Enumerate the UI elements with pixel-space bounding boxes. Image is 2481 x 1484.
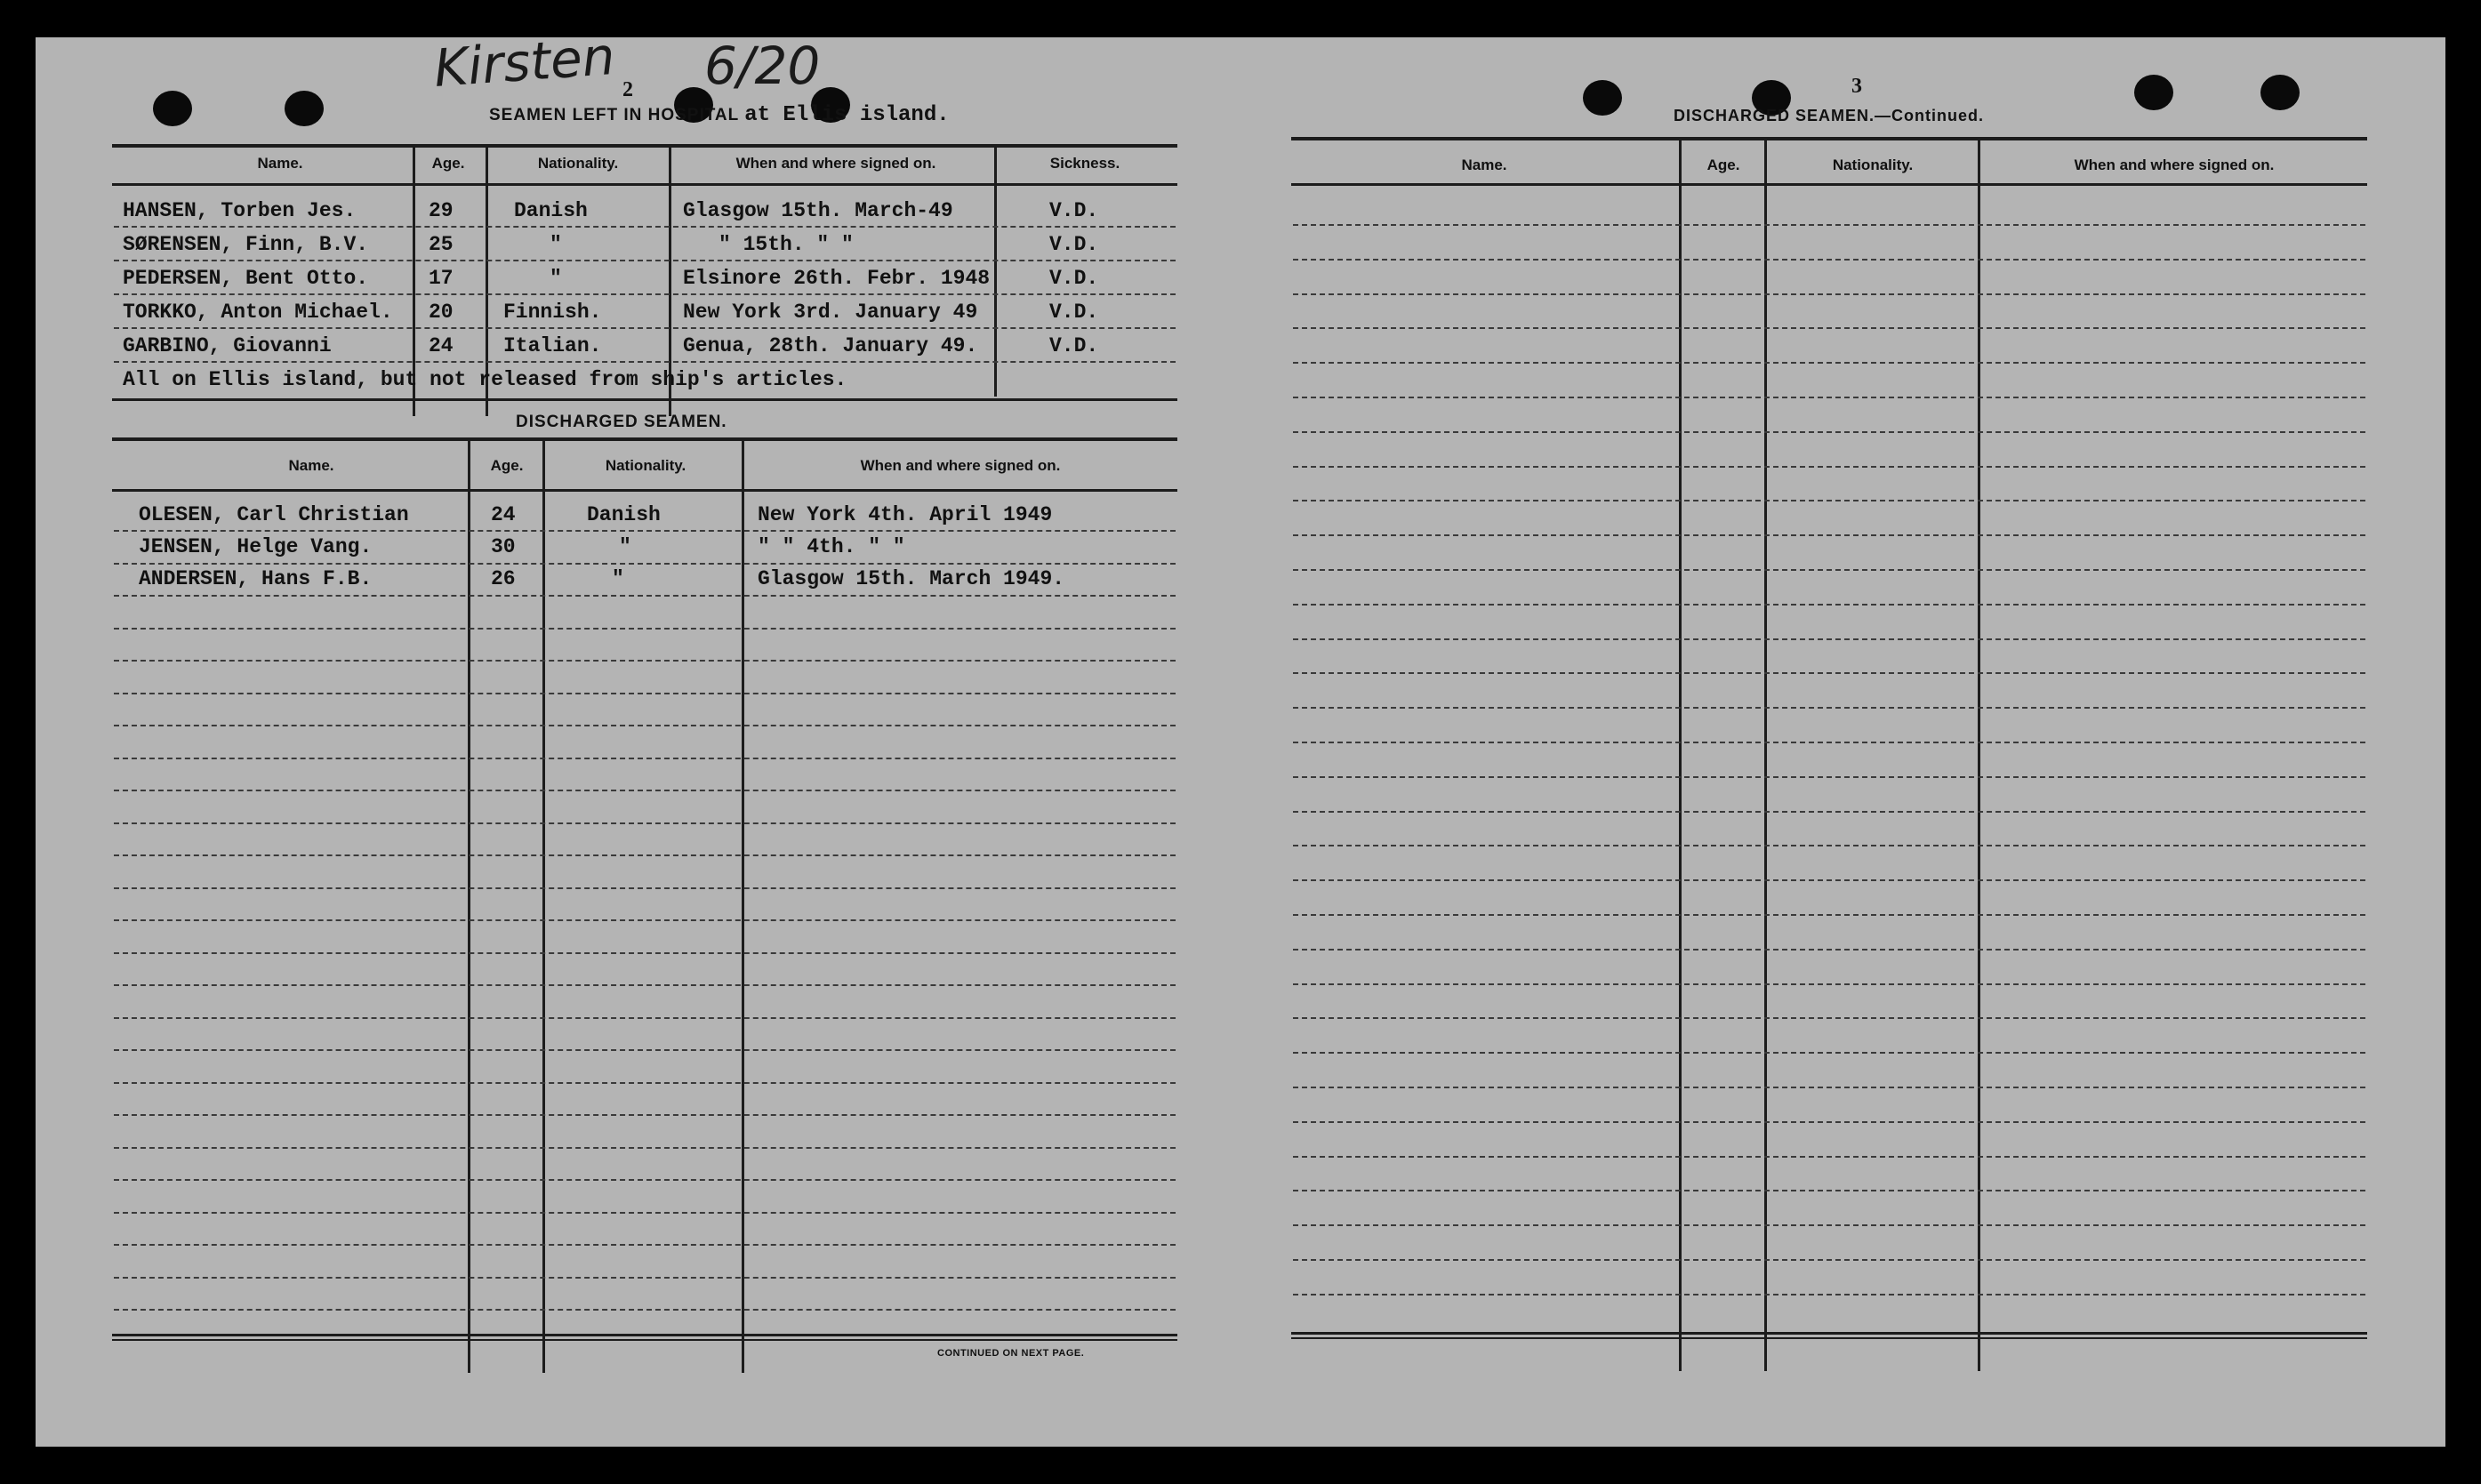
- seaman-nationality: Finnish.: [503, 301, 602, 324]
- ruled-line: [1293, 1156, 2365, 1158]
- seaman-signed-on: New York 3rd. January 49: [683, 301, 978, 324]
- column-header-signed: When and where signed on.: [735, 155, 936, 172]
- ruled-line: [114, 660, 1176, 662]
- ruled-line: [114, 758, 1176, 759]
- ruled-line: [114, 361, 1176, 363]
- ruled-line: [114, 854, 1176, 856]
- ruled-line: [114, 1114, 1176, 1116]
- ruled-line: [1293, 1294, 2365, 1295]
- seaman-nationality: ": [550, 233, 562, 256]
- ruled-line: [1293, 293, 2365, 295]
- ruled-line: [114, 530, 1176, 532]
- header-bottom-rule: [112, 183, 1177, 186]
- handwritten-name: Kirsten: [431, 25, 617, 100]
- column-header-name: Name.: [257, 155, 303, 172]
- ruled-line: [114, 790, 1176, 791]
- ruled-line: [1293, 1259, 2365, 1261]
- discharged-header-rule: [112, 489, 1177, 492]
- punch-hole: [1583, 80, 1622, 116]
- ruled-line: [1293, 569, 2365, 571]
- ruled-line: [1293, 742, 2365, 743]
- ruled-line: [114, 293, 1176, 295]
- column-header-name: Name.: [288, 457, 334, 474]
- ruled-line: [114, 226, 1176, 228]
- column-header-nationality: Nationality.: [605, 457, 686, 474]
- ruled-line: [114, 1212, 1176, 1214]
- ruled-line: [114, 260, 1176, 261]
- seaman-signed-on: Elsinore 26th. Febr. 1948: [683, 267, 991, 290]
- ruled-line: [1293, 845, 2365, 846]
- ruled-line: [114, 919, 1176, 921]
- handwritten-date: 6/20: [704, 36, 821, 96]
- seaman-signed-on: " 15th. " ": [719, 233, 854, 256]
- column-header-age: Age.: [490, 457, 524, 474]
- hospital-section-title: [489, 103, 950, 127]
- ruled-line: [114, 628, 1176, 630]
- discharged-top-rule: [112, 437, 1177, 441]
- ruled-line: [114, 1049, 1176, 1051]
- ruled-line: [114, 1082, 1176, 1084]
- seaman-signed-on: " " 4th. " ": [758, 535, 905, 558]
- seaman-sickness: V.D.: [1049, 334, 1099, 357]
- ruled-line: [114, 887, 1176, 889]
- ruled-line: [114, 327, 1176, 329]
- ruled-line: [1293, 534, 2365, 536]
- ruled-line: [1293, 362, 2365, 364]
- seaman-sickness: V.D.: [1049, 301, 1099, 324]
- seaman-nationality: Danish: [514, 199, 588, 222]
- ruled-line: [1293, 811, 2365, 813]
- punch-hole: [285, 91, 324, 126]
- seaman-name: SØRENSEN, Finn, B.V.: [123, 233, 369, 256]
- seaman-name: OLESEN, Carl Christian: [139, 503, 409, 526]
- ruled-line: [1293, 224, 2365, 226]
- discharged-bottom-rule-2: [112, 1339, 1177, 1341]
- ruled-line: [114, 1244, 1176, 1246]
- column-divider: [1679, 139, 1682, 1371]
- seaman-name: GARBINO, Giovanni: [123, 334, 332, 357]
- form-sheet: [36, 25, 2445, 1447]
- ruled-line: [1293, 259, 2365, 261]
- column-header-signed: When and where signed on.: [2074, 156, 2275, 173]
- column-divider: [1978, 139, 1980, 1371]
- column-header-sickness: Sickness.: [1049, 155, 1120, 172]
- seaman-name: ANDERSEN, Hans F.B.: [139, 567, 373, 590]
- ruled-line: [114, 1277, 1176, 1279]
- ruled-line: [1293, 879, 2365, 881]
- seaman-name: JENSEN, Helge Vang.: [139, 535, 373, 558]
- ruled-line: [1293, 1190, 2365, 1191]
- seaman-age: 25: [429, 233, 454, 256]
- seaman-age: 26: [491, 567, 516, 590]
- hospital-table-bottom-rule: [112, 398, 1177, 401]
- punch-hole: [2134, 75, 2173, 110]
- discharged-bottom-rule: [112, 1334, 1177, 1336]
- ruled-line: [1293, 914, 2365, 916]
- ruled-line: [1293, 707, 2365, 709]
- seaman-name: TORKKO, Anton Michael.: [123, 301, 393, 324]
- seaman-signed-on: Glasgow 15th. March-49: [683, 199, 953, 222]
- discharged-section-title: DISCHARGED SEAMEN.: [516, 413, 727, 431]
- ruled-line: [114, 1179, 1176, 1181]
- seaman-nationality: ": [550, 267, 562, 290]
- column-divider: [468, 439, 470, 1373]
- ruled-line: [114, 952, 1176, 954]
- ruled-line: [114, 563, 1176, 565]
- seaman-nationality: ": [619, 535, 631, 558]
- hospital-title-prefix: SEAMEN LEFT IN HOSPITAL: [489, 106, 739, 124]
- right-bottom-rule: [1291, 1332, 2367, 1335]
- column-header-nationality: Nationality.: [1832, 156, 1914, 173]
- ruled-line: [1293, 431, 2365, 433]
- right-section-title: DISCHARGED SEAMEN.—Continued.: [1674, 107, 1985, 124]
- ruled-line: [1293, 1087, 2365, 1088]
- column-divider: [742, 439, 744, 1373]
- ruled-line: [1293, 1224, 2365, 1226]
- hospital-note: All on Ellis island, but not released from ship's articles.: [123, 368, 847, 391]
- seaman-age: 24: [491, 503, 516, 526]
- seaman-sickness: V.D.: [1049, 199, 1099, 222]
- ruled-line: [1293, 500, 2365, 501]
- page-number-left: 2: [622, 78, 633, 101]
- right-table-top-rule: [1291, 137, 2367, 140]
- seaman-name: HANSEN, Torben Jes.: [123, 199, 357, 222]
- seaman-age: 29: [429, 199, 454, 222]
- seaman-signed-on: Genua, 28th. January 49.: [683, 334, 978, 357]
- punch-hole: [153, 91, 192, 126]
- seaman-age: 30: [491, 535, 516, 558]
- ruled-line: [114, 725, 1176, 726]
- seaman-age: 17: [429, 267, 454, 290]
- right-bottom-rule-2: [1291, 1337, 2367, 1339]
- ruled-line: [114, 984, 1176, 986]
- seaman-name: PEDERSEN, Bent Otto.: [123, 267, 369, 290]
- ruled-line: [1293, 949, 2365, 951]
- right-header-rule: [1291, 183, 2367, 186]
- seaman-sickness: V.D.: [1049, 267, 1099, 290]
- ruled-line: [114, 822, 1176, 824]
- column-header-signed: When and where signed on.: [860, 457, 1061, 474]
- ruled-line: [1293, 638, 2365, 640]
- punch-hole: [2260, 75, 2300, 110]
- ruled-line: [1293, 466, 2365, 468]
- column-header-age: Age.: [1706, 156, 1740, 173]
- ruled-line: [1293, 1017, 2365, 1019]
- ruled-line: [1293, 1052, 2365, 1054]
- ruled-line: [1293, 1121, 2365, 1123]
- column-header-nationality: Nationality.: [537, 155, 619, 172]
- page-number-right: 3: [1851, 75, 1862, 98]
- column-header-age: Age.: [431, 155, 465, 172]
- seaman-nationality: ": [612, 567, 624, 590]
- ruled-line: [114, 1017, 1176, 1019]
- seaman-sickness: V.D.: [1049, 233, 1099, 256]
- seaman-signed-on: Glasgow 15th. March 1949.: [758, 567, 1065, 590]
- ruled-line: [1293, 983, 2365, 985]
- column-divider: [1764, 139, 1767, 1371]
- ruled-line: [1293, 397, 2365, 398]
- hospital-title-location: at Ellis island.: [744, 103, 950, 127]
- continued-footer: CONTINUED ON NEXT PAGE.: [937, 1348, 1085, 1359]
- seaman-age: 24: [429, 334, 454, 357]
- ruled-line: [114, 1309, 1176, 1311]
- column-divider: [994, 146, 997, 397]
- table-top-rule: [112, 144, 1177, 148]
- ruled-line: [114, 1147, 1176, 1149]
- ruled-line: [1293, 327, 2365, 329]
- column-header-name: Name.: [1461, 156, 1507, 173]
- column-divider: [542, 439, 545, 1373]
- seaman-nationality: Danish: [587, 503, 661, 526]
- seaman-age: 20: [429, 301, 454, 324]
- ruled-line: [1293, 672, 2365, 674]
- ruled-line: [1293, 604, 2365, 606]
- seaman-signed-on: New York 4th. April 1949: [758, 503, 1053, 526]
- ruled-line: [114, 693, 1176, 694]
- ruled-line: [114, 595, 1176, 597]
- ruled-line: [1293, 776, 2365, 778]
- seaman-nationality: Italian.: [503, 334, 602, 357]
